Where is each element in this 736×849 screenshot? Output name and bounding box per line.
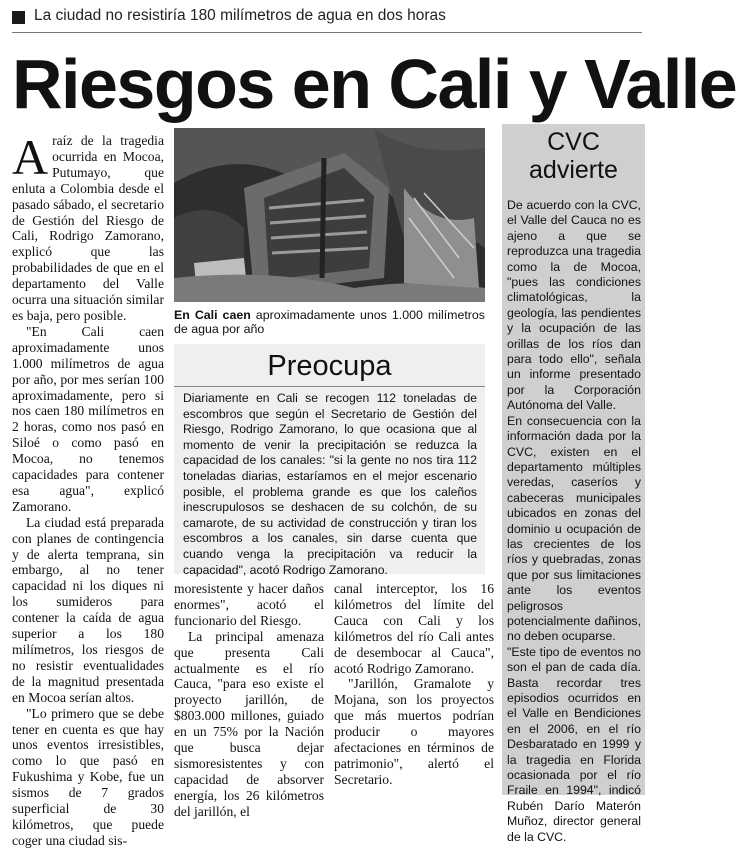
paragraph: La ciudad está preparada con planes de contingencia y de alerta temprana, sin embargo, al no tener capacidad ni los diques ni los sumideros para contener la caída de agua superior a los 180 milímetros, los riesgos de no resistir eventualidades de la magnitud presentada en Mocoa serían altos. [12,514,164,705]
article-column-1 [12,129,164,849]
kicker-square-icon [12,11,25,24]
article-column-3 [334,581,494,788]
paragraph: En consecuencia con la información dada por la CVC, existen en el departamento múltiples veredas, caseríos y cabeceras municipales ubicados en zonas del dominio u ocupación de las crecientes de los ríos y quebradas, zonas que por sus limitaciones ante los eventos peligrosos potencialmente dañinos, no deben ocuparse. [507,413,641,644]
paragraph: "Jarillón, Gramalote y Mojana, son los proyectos que más muertos podrían producir o mayores afectaciones en términos de patrimonio", alertó el Secretario. [334,676,494,787]
cvc-body [507,198,641,845]
collapsed-house-illustration [174,128,485,302]
caption-lead: En Cali caen [174,308,251,322]
paragraph: canal interceptor, los 16 kilómetros del límite del Cauca con Cali y los kilómetros del río Cali antes de desembocar al Cauca", acotó Rodrigo Zamorano. [334,581,494,676]
headline: Riesgos en Cali y Valle [12,45,736,123]
preocupa-rule [174,386,485,387]
paragraph: "En Cali caen aproximadamente unos 1.000 milímetros de agua por año, por mes serían 100 aproximadamente, pero si nos caen 180 milímetros en 2 horas, como nos pasó en Siloé o como pasó en Mocoa, no tenemos capacidades para contener esa agua", explicó Zamorano. [12,323,164,514]
preocupa-text: Diariamente en Cali se recogen 112 toneladas de escombros que según el Secretario de Gestión del Riesgo, Rodrigo Zamorano, lo que ocasiona que al momento de venir la precipitación se reduzca la capacidad de los canales: "si la gente no nos tira 112 toneladas diarias, estaríamos en el mejor escenario posible, el problema grande es que los caleños inescrupulosos se deshacen de su colchón, de su camarote, de su actividad de construcción y tiran los escombros a los canales, sin darse cuenta que cuando venga la precipitación va reducir la capacidad", acotó Rodrigo Zamorano. [183,391,477,577]
paragraph: "Lo primero que se debe tener en cuenta es que hay unos eventos irresistibles, como lo que pasó en Fukushima y Kobe, fue un sismos de 7 grados superficial de 30 kilómetros, que puede coger una ciudad sis- [12,705,164,848]
cvc-sidebar [502,124,645,844]
preocupa-title: Preocupa [267,350,392,382]
paragraph: Araíz de la tragedia ocurrida en Mocoa, Putumayo, que enluta a Colombia desde el pasado sábado, el secretario de Gestión del Riesgo de Cali, Rodrigo Zamorano, explicó que las probabilidades de que en el departamento del Valle ocurra una situación similar es baja, pero posible. [12,129,164,323]
kicker-text: La ciudad no resistiría 180 milímetros de agua en dos horas [34,7,446,24]
paragraph: De acuerdo con la CVC, el Valle del Cauca no es ajeno a que se reproduzca una tragedia como la de Mocoa, "pues las condiciones climatológicas, la geología, las pendientes y la ocupación de las orillas de los ríos dan para todo ello", señala un informe presentado por la Corporación Autónoma del Valle. [507,198,641,413]
paragraph: moresistente y hacer daños enormes", acotó el funcionario del Riesgo. [174,581,324,628]
cvc-title-line-1: CVC [547,128,600,156]
article-column-2 [174,581,324,820]
paragraph: La principal amenaza que presenta Cali actualmente es el río Cauca, "para eso existe el proyecto jarillón, de $803.000 millones, guiado en un 75% por la Nación que busca dejar sismoresistentes y con capacidad de absorver energía, los 26 kilómetros del jarillón, el [174,628,324,819]
cvc-title [502,128,645,184]
top-rule [12,32,642,33]
cvc-title-line-2: advierte [529,156,618,184]
photo-caption [174,308,485,336]
kicker [12,7,642,27]
preocupa-box [174,344,485,577]
article-photo [174,128,485,302]
paragraph: "Este tipo de eventos no son el pan de cada día. Basta recordar tres episodios ocurridos en el Valle en Bendiciones en el 2006, en el río Desbaratado en 1999 y la tragedia en Florida ocasionada por el río Fraile en 1994", indicó Rubén Darío Materón Muñoz, director general de la CVC. [507,644,641,844]
caption-text: aproximadamente unos 1.000 milímetros de agua por año [174,308,486,336]
